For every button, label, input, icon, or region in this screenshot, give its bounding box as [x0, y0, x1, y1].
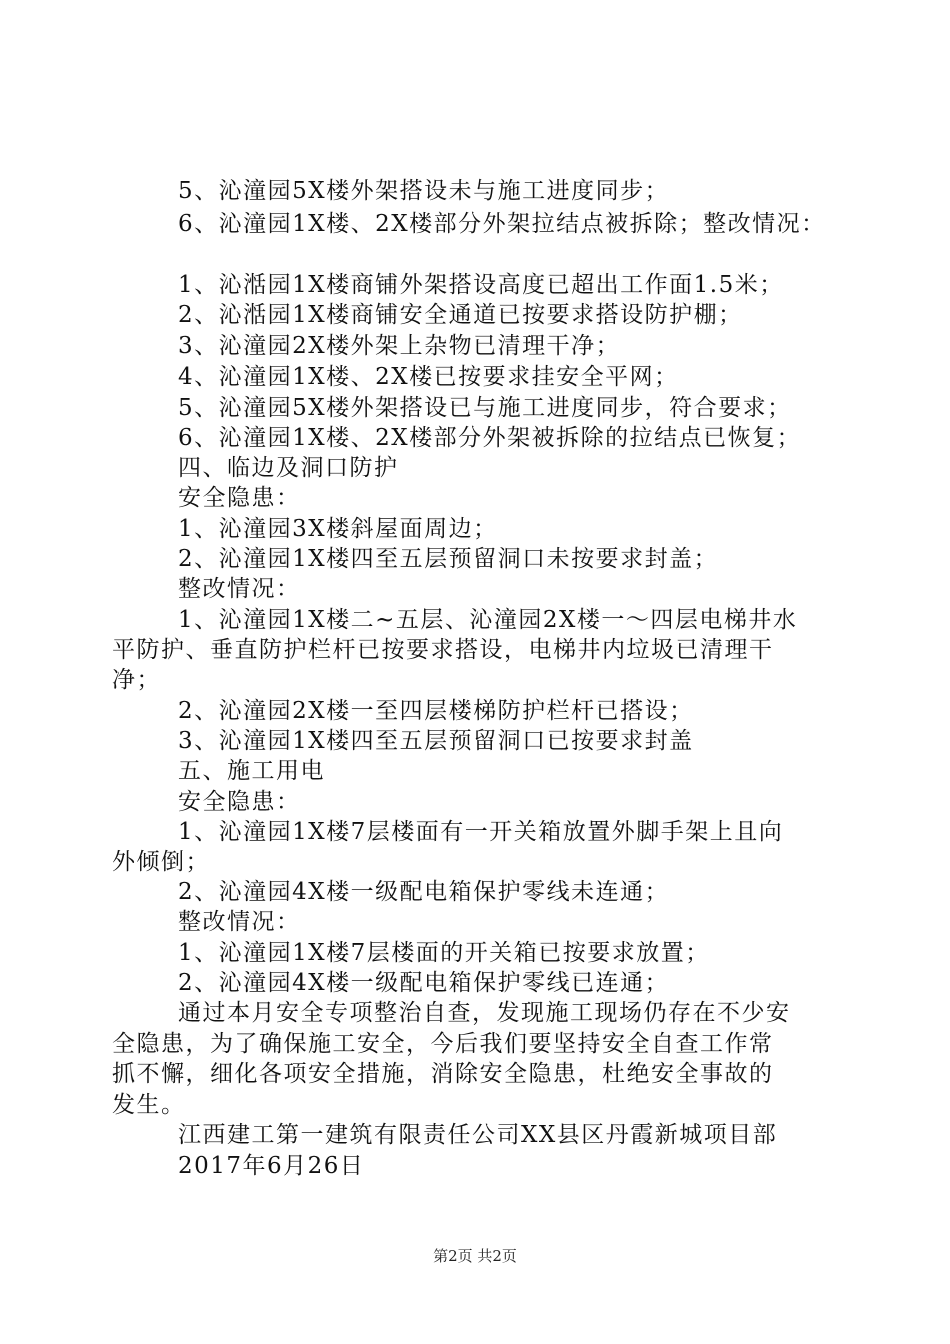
text-line: 6、沁潼园1X楼、2X楼部分外架拉结点被拆除；整改情况：: [178, 211, 826, 237]
text-line: 5、沁潼园5X楼外架搭设未与施工进度同步；: [178, 178, 670, 204]
text-line: 通过本月安全专项整治自查，发现施工现场仍存在不少安: [178, 1000, 791, 1026]
text-line: 2、沁潼园1X楼四至五层预留洞口未按要求封盖；: [178, 546, 719, 572]
text-line: 1、沁潼园1X楼7层楼面有一开关箱放置外脚手架上且向: [178, 819, 784, 845]
text-line: 净；: [112, 667, 161, 693]
text-line: 5、沁潼园5X楼外架搭设已与施工进度同步，符合要求；: [178, 395, 792, 421]
text-line: 2、沁潼园4X楼一级配电箱保护零线已连通；: [178, 970, 670, 996]
text-line: 抓不懈，细化各项安全措施，消除安全隐患，杜绝安全事故的: [112, 1061, 774, 1087]
text-line: 整改情况：: [178, 576, 301, 602]
text-line: 外倾倒；: [112, 849, 210, 875]
text-line: 1、沁潼园1X楼7层楼面的开关箱已按要求放置；: [178, 940, 710, 966]
text-line: 3、沁潼园1X楼四至五层预留洞口已按要求封盖: [178, 728, 694, 754]
text-line: 安全隐患：: [178, 789, 301, 815]
text-line: 整改情况：: [178, 909, 301, 935]
signature-organization: 江西建工第一建筑有限责任公司XX县区丹霞新城项目部: [178, 1122, 778, 1148]
section-heading: 五、施工用电: [178, 758, 325, 784]
text-line: 6、沁潼园1X楼、2X楼部分外架被拆除的拉结点已恢复；: [178, 425, 802, 451]
text-line: 3、沁潼园2X楼外架上杂物已清理干净；: [178, 333, 621, 359]
text-line: 1、沁湉园1X楼商铺外架搭设高度已超出工作面1.5米；: [178, 272, 784, 298]
text-line: 安全隐患：: [178, 485, 301, 511]
text-line: 2、沁潼园2X楼一至四层楼梯防护栏杆已搭设；: [178, 698, 694, 724]
signature-date: 2017年6月26日: [178, 1153, 365, 1179]
text-line: 4、沁潼园1X楼、2X楼已按要求挂安全平网；: [178, 364, 679, 390]
text-line: 平防护、垂直防护栏杆已按要求搭设，电梯井内垃圾已清理干: [112, 637, 774, 663]
section-heading: 四、临边及洞口防护: [178, 455, 399, 481]
text-line: 2、沁潼园4X楼一级配电箱保护零线未连通；: [178, 879, 670, 905]
text-line: 1、沁潼园3X楼斜屋面周边；: [178, 516, 498, 542]
text-line: 发生。: [112, 1092, 186, 1118]
text-line: 1、沁潼园1X楼二~五层、沁潼园2X楼一～四层电梯井水: [178, 607, 798, 633]
text-line: 2、沁湉园1X楼商铺安全通道已按要求搭设防护棚；: [178, 302, 743, 328]
page-footer: 第2页 共2页: [433, 1247, 517, 1265]
text-line: 全隐患，为了确保施工安全，今后我们要坚持安全自查工作常: [112, 1031, 774, 1057]
